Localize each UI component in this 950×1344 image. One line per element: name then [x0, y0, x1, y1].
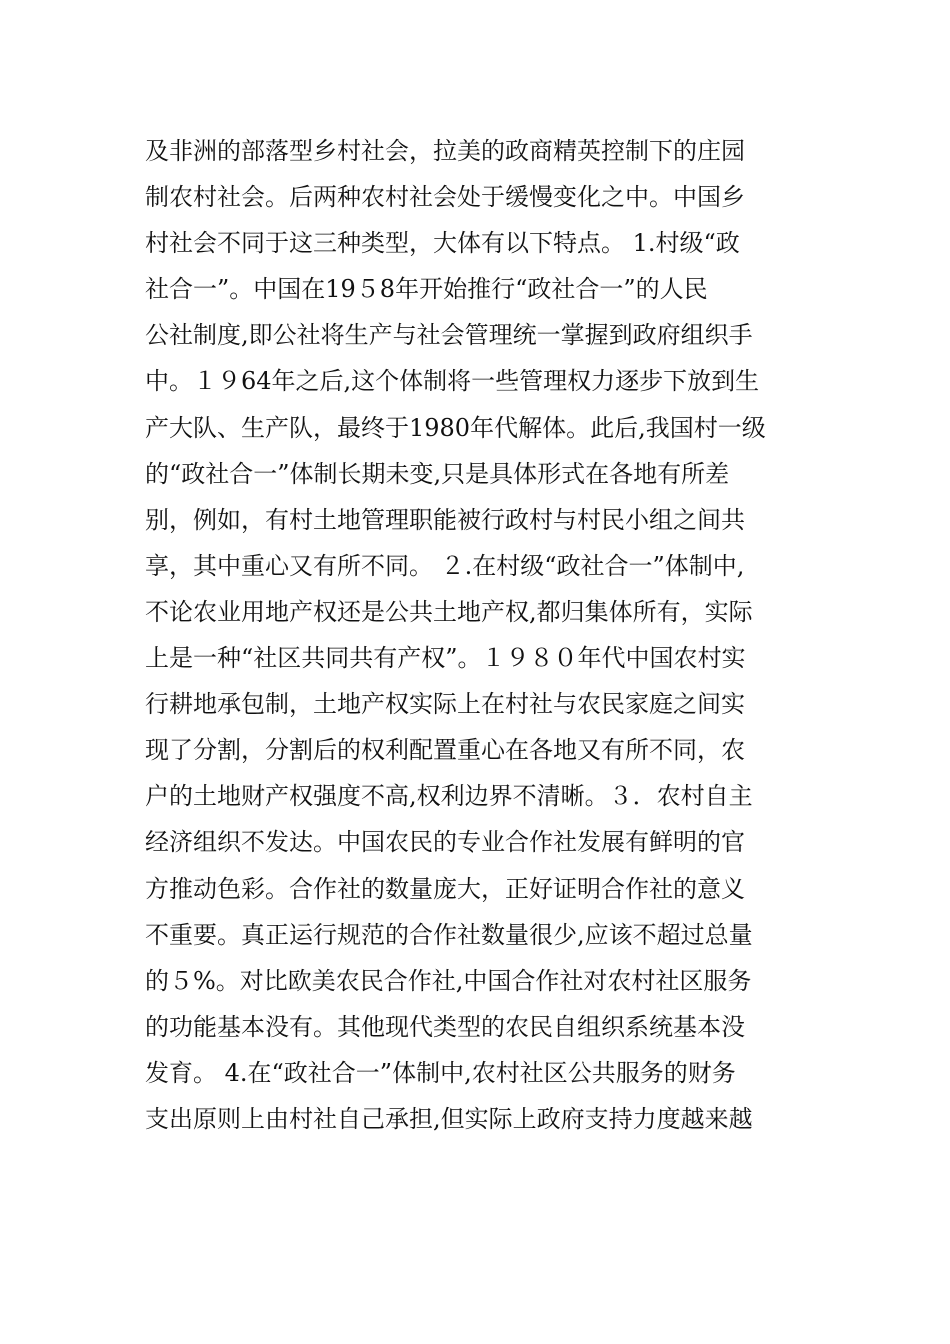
text-line: 不论农业用地产权还是公共土地产权,都归集体所有，实际	[145, 597, 753, 626]
text-line: 享，其中重心又有所不同。 ２.在村级“政社合一”体制中,	[145, 551, 745, 580]
text-line: 发育。 4.在“政社合一”体制中,农村社区公共服务的财务	[145, 1058, 736, 1087]
text-line: 方推动色彩。合作社的数量庞大，正好证明合作社的意义	[145, 874, 745, 903]
text-line: 的功能基本没有。其他现代类型的农民自组织系统基本没	[145, 1012, 745, 1041]
text-line: 产大队、生产队，最终于1980年代解体。此后,我国村一级	[145, 413, 766, 442]
text-line: 不重要。真正运行规范的合作社数量很少,应该不超过总量	[145, 920, 753, 949]
text-line: 的５%。对比欧美农民合作社,中国合作社对农村社区服务	[145, 966, 752, 995]
text-line: 及非洲的部落型乡村社会，拉美的政商精英控制下的庄园	[145, 137, 745, 165]
text-line: 村社会不同于这三种类型，大体有以下特点。 1.村级“政	[145, 229, 740, 258]
text-line: 别，例如，有村土地管理职能被行政村与村民小组之间共	[145, 505, 745, 534]
text-line: 上是一种“社区共同共有产权”。１９８０年代中国农村实	[145, 644, 746, 673]
text-line: 的“政社合一”体制长期未变,只是具体形式在各地有所差	[145, 459, 730, 488]
text-line: 现了分割，分割后的权利配置重心在各地又有所不同，农	[145, 736, 745, 765]
text-line: 制农村社会。后两种农村社会处于缓慢变化之中。中国乡	[145, 183, 745, 212]
text-line: 户的土地财产权强度不高,权利边界不清晰。３．农村自主	[145, 782, 753, 811]
text-line: 中。１９64年之后,这个体制将一些管理权力逐步下放到生	[145, 367, 760, 396]
body-text	[145, 128, 815, 1142]
text-line: 社合一”。中国在19５8年开始推行“政社合一”的人民	[145, 275, 708, 304]
text-line: 经济组织不发达。中国农民的专业合作社发展有鲜明的官	[145, 828, 745, 857]
text-line: 支出原则上由村社自己承担,但实际上政府支持力度越来越	[145, 1104, 753, 1133]
text-line: 行耕地承包制，土地产权实际上在村社与农民家庭之间实	[145, 690, 745, 719]
text-line: 公社制度,即公社将生产与社会管理统一掌握到政府组织手	[145, 321, 753, 350]
